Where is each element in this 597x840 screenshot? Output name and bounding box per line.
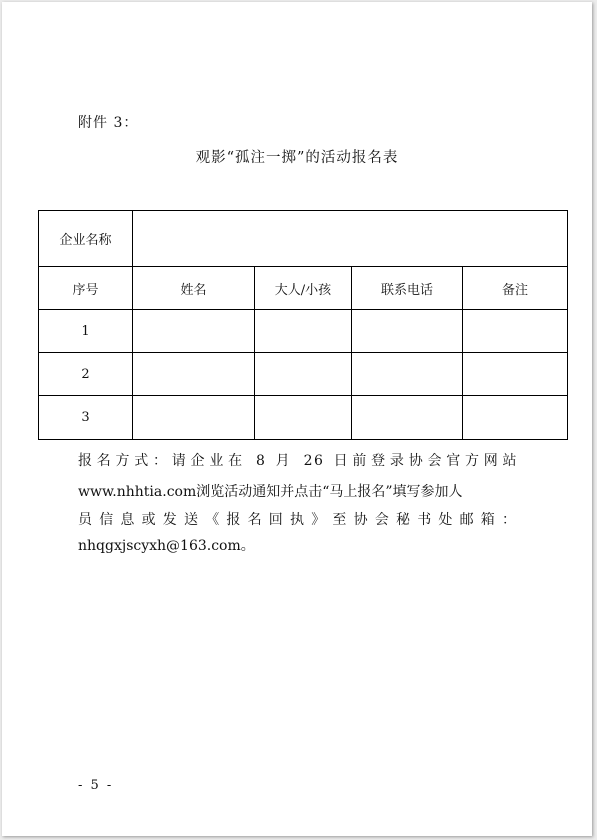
company-label: 企业名称 — [39, 211, 133, 267]
instructions-line-1: 报名方式：请企业在 8 月 26 日前登录协会官方网站 — [78, 453, 518, 469]
table-row — [39, 310, 568, 353]
phone-cell[interactable] — [352, 353, 463, 396]
table-row — [39, 353, 568, 396]
name-cell[interactable] — [133, 310, 255, 353]
adult-child-cell[interactable] — [255, 310, 352, 353]
row-number: 1 — [39, 310, 133, 353]
instructions-line-2: www.nhhtia.com浏览活动通知并点击“马上报名”填写参加人 — [78, 484, 463, 500]
name-cell[interactable] — [133, 396, 255, 440]
phone-cell[interactable] — [352, 310, 463, 353]
header-adult-child: 大人/小孩 — [255, 267, 352, 310]
name-cell[interactable] — [133, 353, 255, 396]
instructions-email: nhqgxjscyxh@163.com。 — [78, 538, 255, 554]
registration-table — [38, 210, 568, 440]
adult-child-cell[interactable] — [255, 396, 352, 440]
page-number: - 5 - — [78, 778, 114, 793]
remark-cell[interactable] — [463, 310, 568, 353]
row-number: 2 — [39, 353, 133, 396]
document-page — [2, 2, 592, 836]
header-remark: 备注 — [463, 267, 568, 310]
company-name-cell[interactable] — [133, 211, 568, 267]
phone-cell[interactable] — [352, 396, 463, 440]
remark-cell[interactable] — [463, 396, 568, 440]
company-row — [39, 211, 568, 267]
adult-child-cell[interactable] — [255, 353, 352, 396]
attachment-label: 附件 3： — [78, 115, 139, 131]
header-row — [39, 267, 568, 310]
form-title: 观影“孤注一掷”的活动报名表 — [195, 150, 399, 166]
remark-cell[interactable] — [463, 353, 568, 396]
instructions-line-3: 员信息或发送《报名回执》至协会秘书处邮箱： — [78, 512, 518, 528]
header-phone: 联系电话 — [352, 267, 463, 310]
table-row — [39, 396, 568, 440]
header-name: 姓名 — [133, 267, 255, 310]
header-serial: 序号 — [39, 267, 133, 310]
row-number: 3 — [39, 396, 133, 440]
